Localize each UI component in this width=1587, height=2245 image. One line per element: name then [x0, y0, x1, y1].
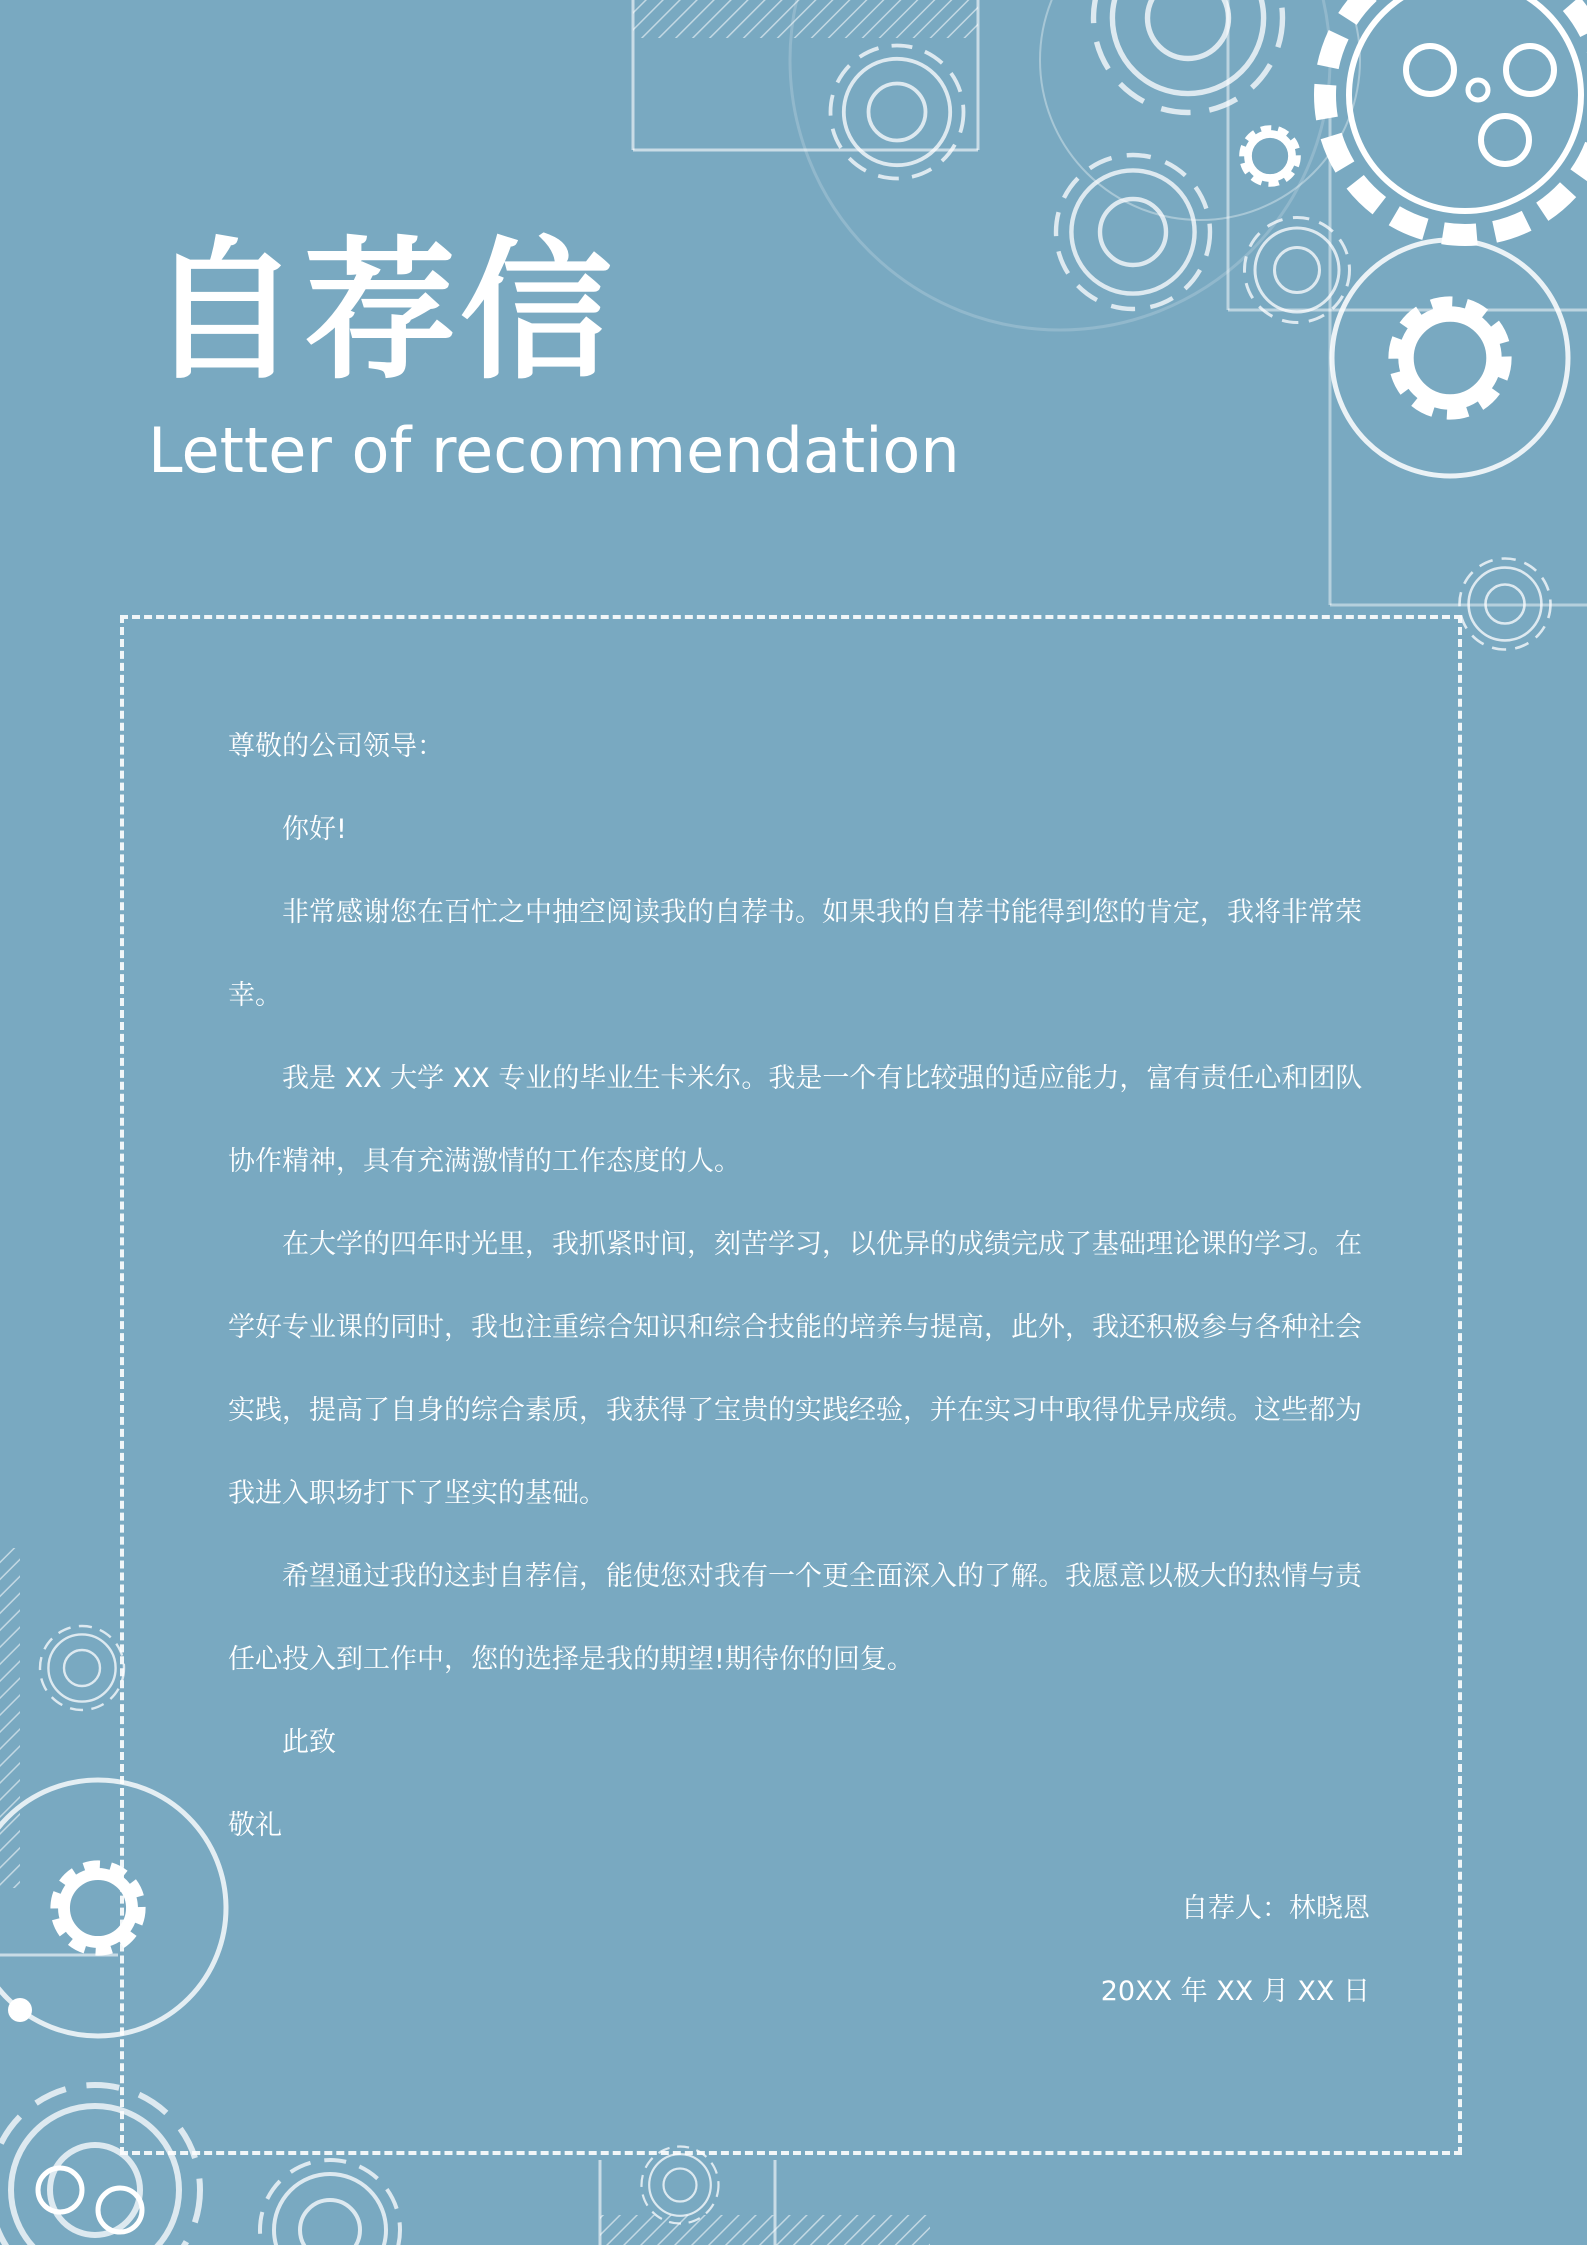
letter-paragraph: 在大学的四年时光里，我抓紧时间，刻苦学习，以优异的成绩完成了基础理论课的学习。在学好专业课的同时，我也注重综合知识和综合技能的培养与提高，此外，我还积极参与各种社会实践，提高了自身的综合素质，我获得了宝贵的实践经验，并在实习中取得优异成绩。这些都为我进入职场打下了坚实的基础。 — [228, 1229, 1362, 1509]
letter-closing-1: 此致 — [282, 1727, 336, 1758]
letter-salutation: 尊敬的公司领导： — [228, 731, 444, 762]
page-subtitle: Letter of recommendation — [148, 414, 960, 487]
letter-paragraph: 我是 XX 大学 XX 专业的毕业生卡米尔。我是一个有比较强的适应能力，富有责任心和团队协作精神，具有充满激情的工作态度的人。 — [228, 1063, 1363, 1177]
letter-date: 20XX 年 XX 月 XX 日 — [1100, 1976, 1370, 2007]
letter-paragraph: 希望通过我的这封自荐信，能使您对我有一个更全面深入的了解。我愿意以极大的热情与责任心投入到工作中，您的选择是我的期望!期待你的回复。 — [228, 1561, 1362, 1675]
gear-icon — [633, 0, 1587, 650]
letter-signature: 自荐人：林晓恩 — [1181, 1893, 1370, 1924]
letter-body — [228, 705, 1370, 2033]
letter-paragraph: 非常感谢您在百忙之中抽空阅读我的自荐书。如果我的自荐书能得到您的肯定，我将非常荣幸。 — [228, 897, 1362, 1011]
page-title: 自荐信 — [148, 223, 616, 400]
letter-greeting: 你好! — [282, 814, 347, 845]
letter-closing-2: 敬礼 — [228, 1810, 282, 1841]
